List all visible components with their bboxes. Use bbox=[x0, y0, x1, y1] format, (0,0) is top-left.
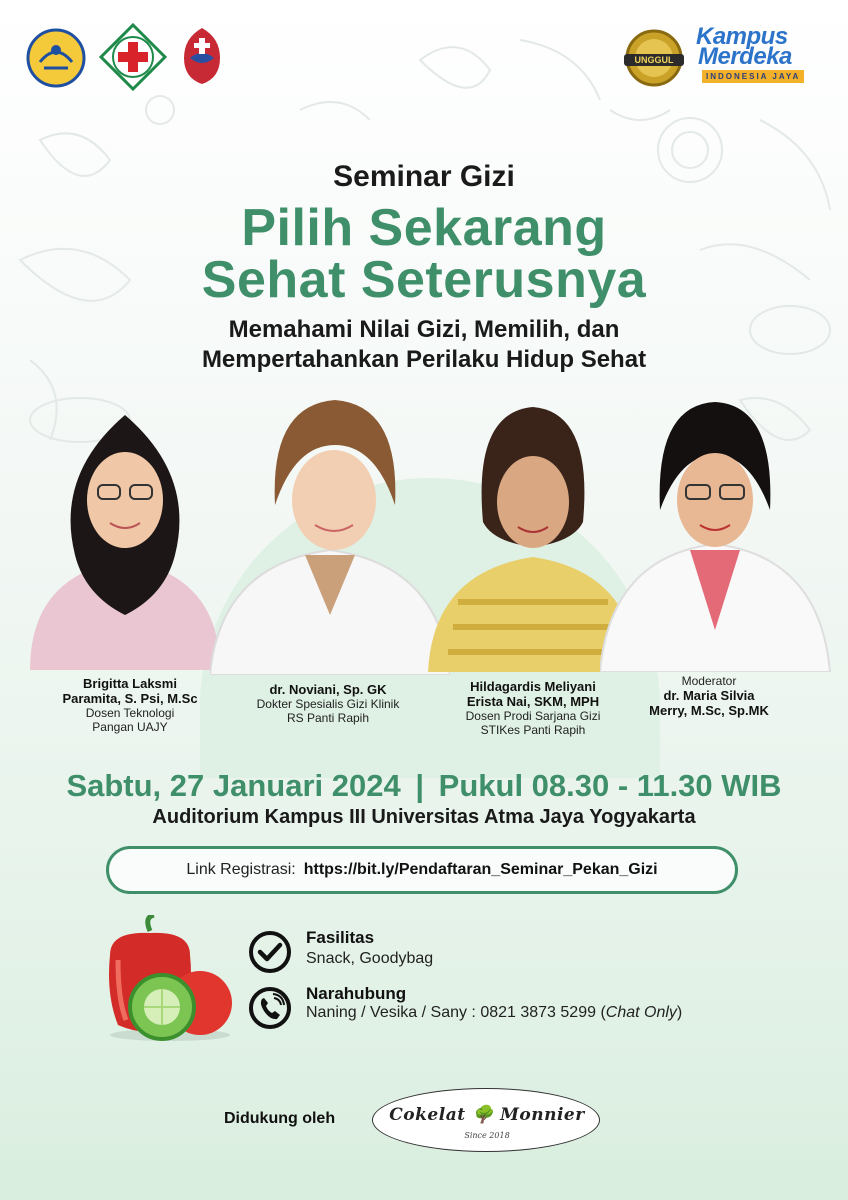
svg-text:UNGGUL: UNGGUL bbox=[634, 55, 674, 65]
speaker-3-name-line1: Hildagardis Meliyani bbox=[470, 679, 596, 694]
speaker-4-name-line2: Merry, M.Sc, Sp.MK bbox=[649, 703, 769, 718]
registration-label: Link Registrasi: bbox=[186, 861, 296, 878]
event-date-separator: | bbox=[415, 768, 425, 803]
speaker-4-caption bbox=[614, 674, 804, 718]
speaker-3-role-line1: Dosen Prodi Sarjana Gizi bbox=[465, 709, 601, 723]
institution-emblem-logo bbox=[180, 24, 224, 88]
sponsor-name-right: Monnier bbox=[500, 1105, 585, 1125]
university-seal-logo bbox=[26, 28, 86, 88]
speaker-1-role-line2: Pangan UAJY bbox=[92, 720, 168, 734]
speaker-4-name-line1: dr. Maria Silvia bbox=[663, 688, 755, 703]
speaker-2-caption bbox=[228, 682, 428, 725]
event-eyebrow: Seminar Gizi bbox=[333, 160, 515, 193]
speaker-3-role-line2: STIKes Panti Rapih bbox=[480, 723, 586, 737]
school-shield-logo bbox=[98, 22, 168, 92]
registration-box[interactable] bbox=[106, 846, 738, 894]
event-title-line2: Sehat Seterusnya bbox=[201, 251, 647, 309]
event-subtitle-line2: Mempertahankan Perilaku Hidup Sehat bbox=[201, 346, 647, 373]
event-date: Sabtu, 27 Januari 2024 bbox=[66, 768, 401, 803]
speaker-photo-1 bbox=[20, 405, 230, 670]
event-date-time bbox=[0, 768, 848, 804]
kampus-merdeka-line1: Kampus bbox=[696, 23, 788, 50]
sponsor-since: Since 2018 bbox=[464, 1131, 510, 1140]
contact-close-paren: ) bbox=[676, 1004, 683, 1021]
facilities-text: Snack, Goodybag bbox=[306, 950, 434, 967]
speaker-2-role-line1: Dokter Spesialis Gizi Klinik bbox=[256, 697, 400, 711]
speaker-1-role-line1: Dosen Teknologi bbox=[85, 706, 175, 720]
kampus-merdeka-tagline: INDONESIA JAYA bbox=[702, 70, 804, 83]
sponsor-name bbox=[373, 1105, 601, 1125]
phone-icon bbox=[248, 986, 292, 1030]
event-venue: Auditorium Kampus III Universitas Atma Jaya Yogyakarta bbox=[152, 806, 696, 828]
speaker-3-caption bbox=[438, 679, 628, 737]
speaker-photo-4 bbox=[600, 400, 835, 672]
event-time: Pukul 08.30 - 11.30 WIB bbox=[438, 768, 782, 803]
registration-link[interactable]: https://bit.ly/Pendaftaran_Seminar_Pekan_Gizi bbox=[303, 861, 658, 878]
moderator-label: Moderator bbox=[681, 674, 737, 688]
contact-title: Narahubung bbox=[306, 984, 407, 1003]
bell-pepper-tomato-illustration bbox=[100, 915, 240, 1045]
unggul-accreditation-badge bbox=[618, 28, 690, 88]
contact-note: Chat Only bbox=[605, 1004, 677, 1021]
event-title-line1: Pilih Sekarang bbox=[241, 199, 607, 257]
sponsor-name-left: Cokelat bbox=[389, 1105, 466, 1125]
speaker-3-name-line2: Erista Nai, SKM, MPH bbox=[466, 694, 600, 709]
sponsor-logo bbox=[372, 1088, 600, 1152]
speaker-1-caption bbox=[40, 676, 220, 734]
kampus-merdeka-line2: Merdeka bbox=[698, 43, 792, 70]
speaker-1-name-line2: Paramita, S. Psi, M.Sc bbox=[62, 691, 198, 706]
check-circle-icon bbox=[248, 930, 292, 974]
kampus-merdeka-logo bbox=[696, 23, 820, 88]
speaker-1-name-line1: Brigitta Laksmi bbox=[83, 676, 177, 691]
contact-details: Naning / Vesika / Sany : 0821 3873 5299 ( bbox=[306, 1004, 606, 1021]
speaker-photo-2 bbox=[210, 395, 450, 675]
facilities-title: Fasilitas bbox=[306, 928, 375, 947]
sponsor-tree-icon: 🌳 bbox=[472, 1105, 494, 1125]
contact-text bbox=[306, 1004, 682, 1022]
speaker-2-role-line2: RS Panti Rapih bbox=[286, 711, 370, 725]
speaker-2-name-line1: dr. Noviani, Sp. GK bbox=[269, 682, 387, 697]
supported-by-label: Didukung oleh bbox=[224, 1110, 336, 1127]
event-subtitle-line1: Memahami Nilai Gizi, Memilih, dan bbox=[228, 316, 620, 343]
